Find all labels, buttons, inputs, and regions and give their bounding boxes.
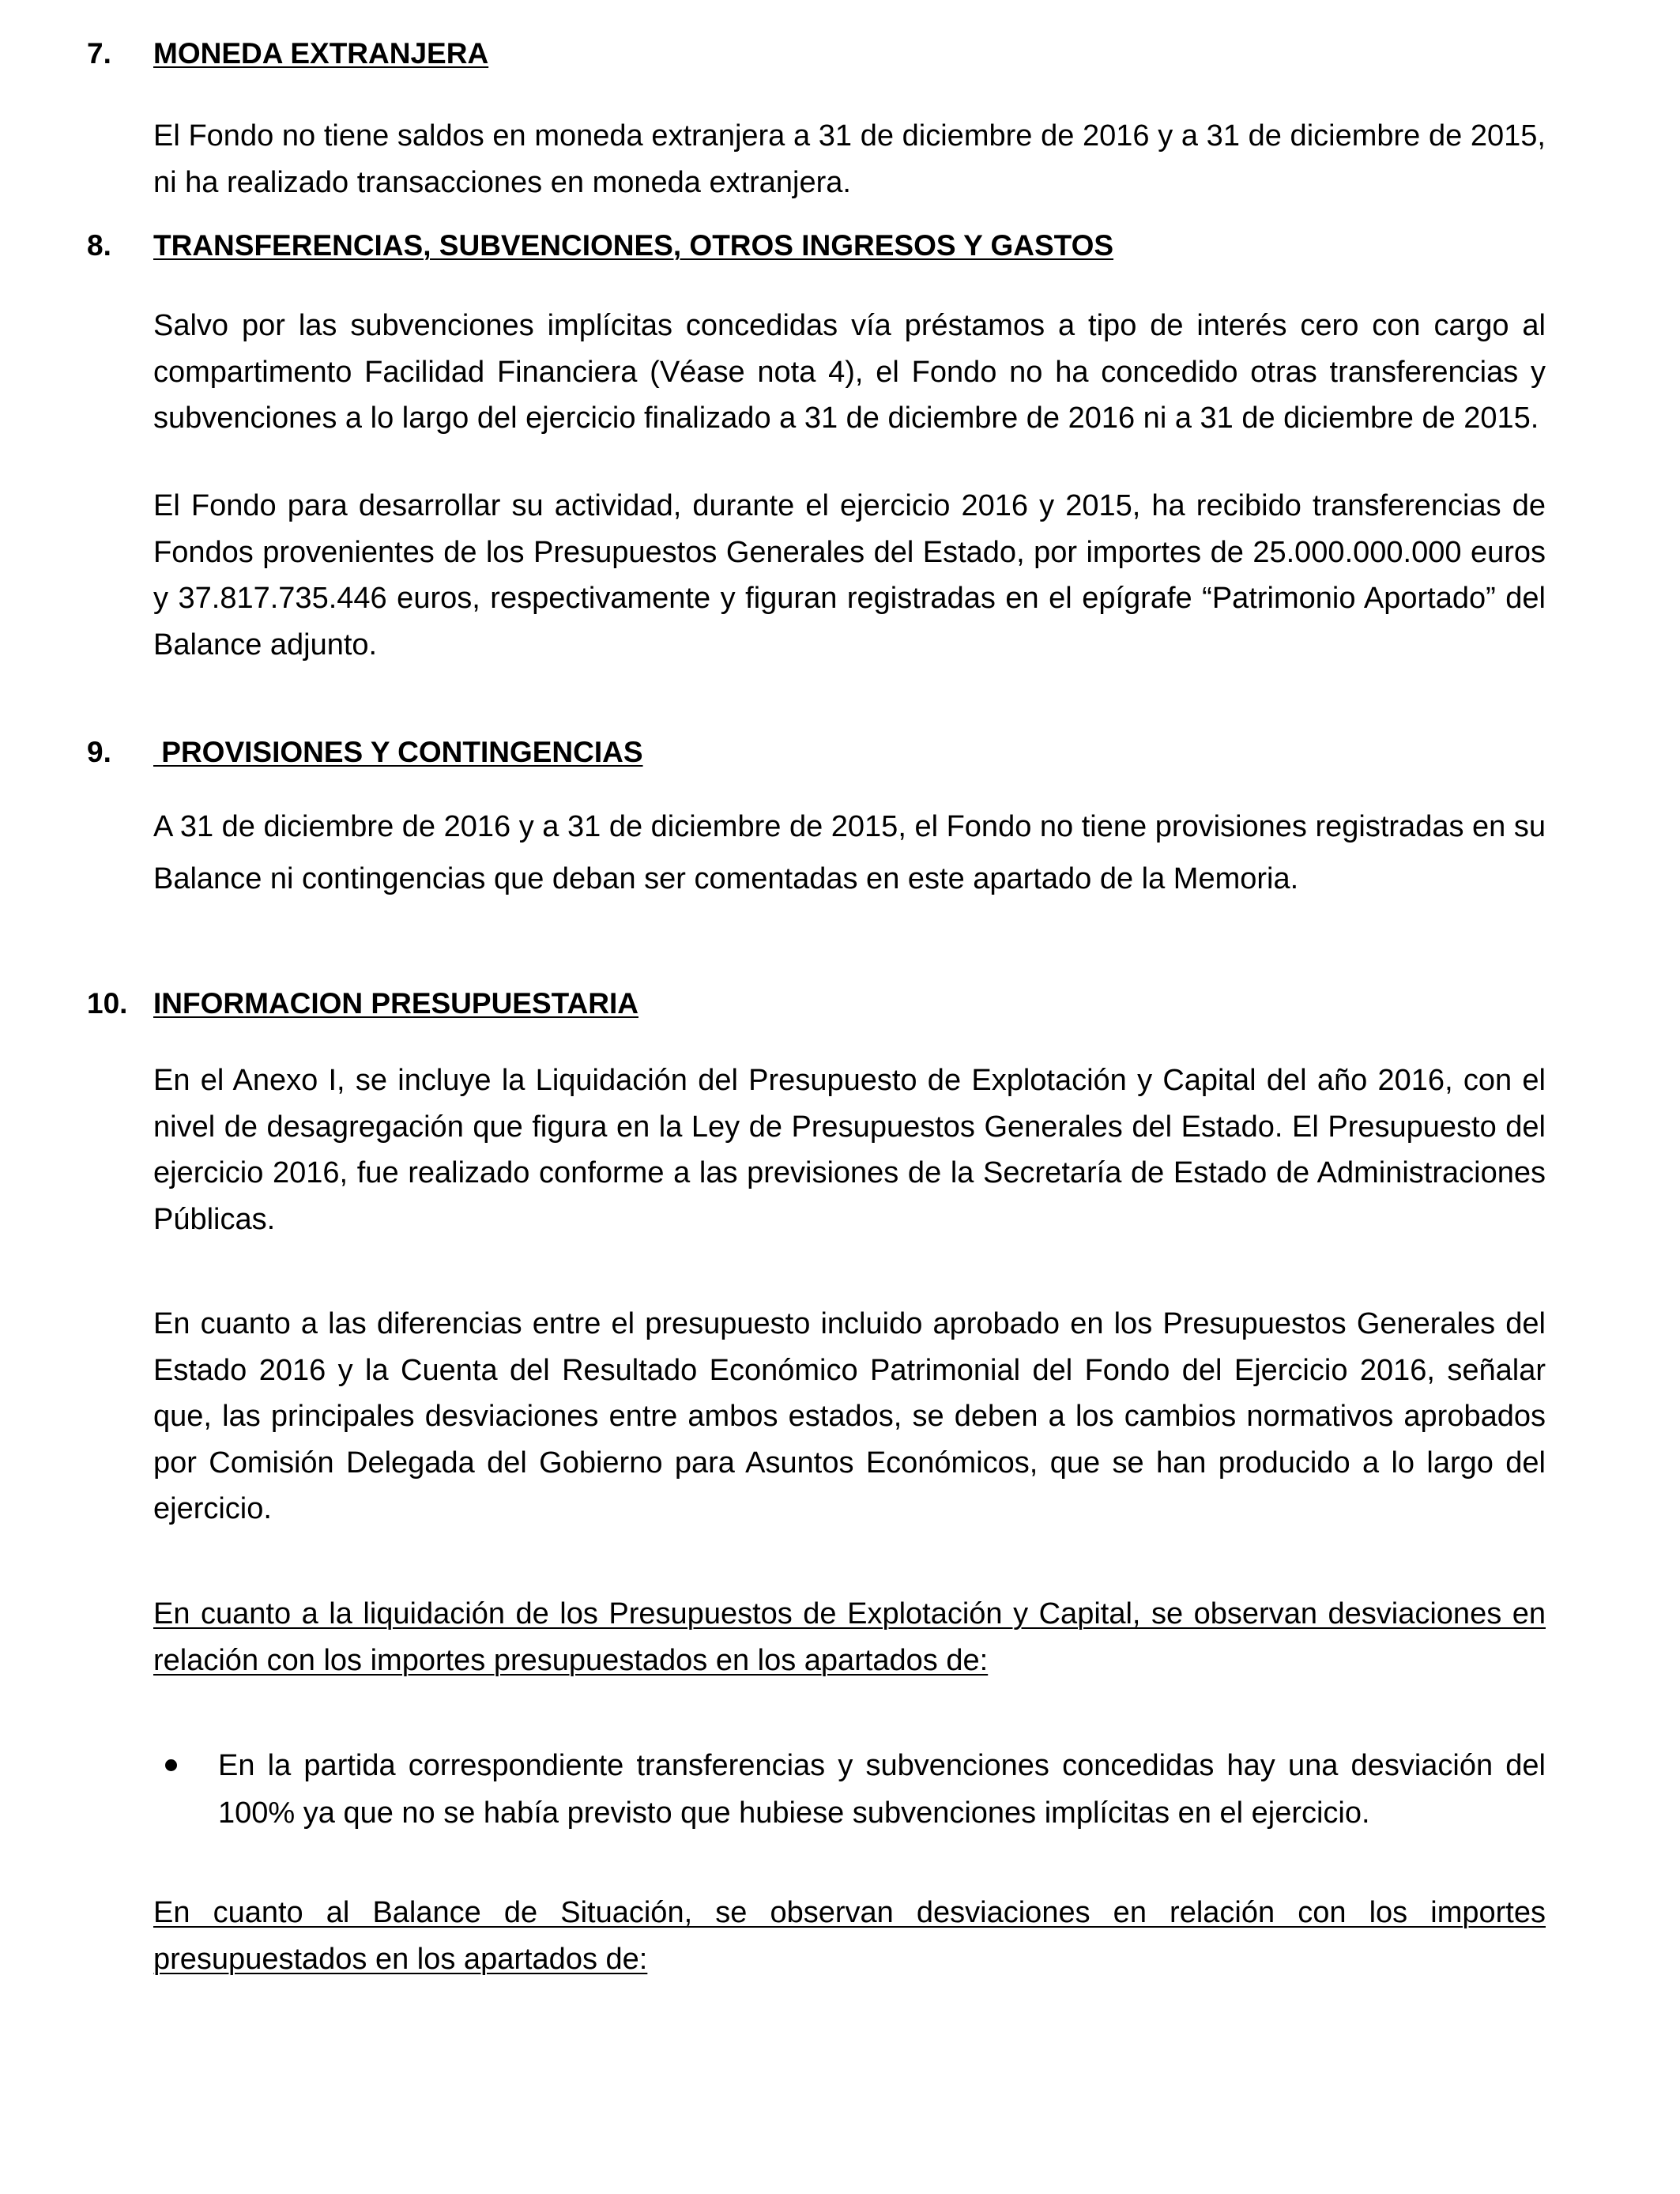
section-8-heading: [87, 228, 1113, 263]
section-10-closing: En cuanto al Balance de Situación, se observan desviaciones en relación con los importes presupuestados en los apartados de:: [153, 1896, 1546, 1976]
section-10-paragraph-1: En el Anexo I, se incluye la Liquidación del Presupuesto de Explotación y Capital del año 2016, con el nivel de desagregación que figura en la Ley de Presupuestos Generales del Estado. El Presupuesto del ejercicio 2016, fue realizado conforme a las previsiones de la Secretaría de Estado de Administraciones Públicas.: [153, 1064, 1546, 1236]
section-9-heading: [87, 735, 643, 770]
section-9-paragraph-1: A 31 de diciembre de 2016 y a 31 de diciembre de 2015, el Fondo no tiene provisiones registradas en su Balance ni contingencias que deban ser comentadas en este apartado de la Memoria.: [153, 810, 1546, 895]
section-number: 8.: [87, 229, 111, 262]
section-number: 7.: [87, 37, 111, 70]
section-8-paragraph-1: Salvo por las subvenciones implícitas concedidas vía préstamos a tipo de interés cero con cargo al compartimento Facilidad Financiera (Véase nota 4), el Fondo no ha concedido otras transferencias y subvenciones a lo largo del ejercicio finalizado a 31 de diciembre de 2016 ni a 31 de diciembre de 2015.: [153, 309, 1546, 435]
section-7-heading: [87, 36, 488, 71]
section-10-paragraph-3: En cuanto a la liquidación de los Presupuestos de Explotación y Capital, se observan desviaciones en relación con los importes presupuestados en los apartados de:: [153, 1597, 1546, 1677]
list-item-text: En la partida correspondiente transferencias y subvenciones concedidas hay una desviación del 100% ya que no se había previsto que hubiese subvenciones implícitas en el ejercicio.: [218, 1749, 1546, 1830]
section-number: 10.: [87, 987, 128, 1020]
section-title: MONEDA EXTRANJERA: [153, 37, 489, 70]
section-7-paragraph-1: El Fondo no tiene saldos en moneda extranjera a 31 de diciembre de 2016 y a 31 de diciembre de 2015, ni ha realizado transacciones en moneda extranjera.: [153, 119, 1546, 199]
section-title: PROVISIONES Y CONTINGENCIAS: [153, 736, 643, 768]
section-number: 9.: [87, 736, 111, 768]
section-title: TRANSFERENCIAS, SUBVENCIONES, OTROS INGRESOS Y GASTOS: [153, 229, 1114, 262]
section-title: INFORMACION PRESUPUESTARIA: [153, 987, 638, 1020]
section-10-heading: [87, 986, 638, 1021]
section-8-paragraph-2: El Fondo para desarrollar su actividad, durante el ejercicio 2016 y 2015, ha recibido transferencias de Fondos provenientes de los Presupuestos Generales del Estado, por importes de 25.000.000.000 euros y 37.817.735.446 euros, respectivamente y figuran registradas en el epígrafe “Patrimonio Aportado” del Balance adjunto.: [153, 489, 1546, 662]
section-10-paragraph-2: En cuanto a las diferencias entre el presupuesto incluido aprobado en los Presupuestos Generales del Estado 2016 y la Cuenta del Resultado Económico Patrimonial del Fondo del Ejercicio 2016, señalar que, las principales desviaciones entre ambos estados, se deben a los cambios normativos aprobados por Comisión Delegada del Gobierno para Asuntos Económicos, que se han producido a lo largo del ejercicio.: [153, 1307, 1546, 1525]
bullet-icon: [165, 1759, 177, 1771]
